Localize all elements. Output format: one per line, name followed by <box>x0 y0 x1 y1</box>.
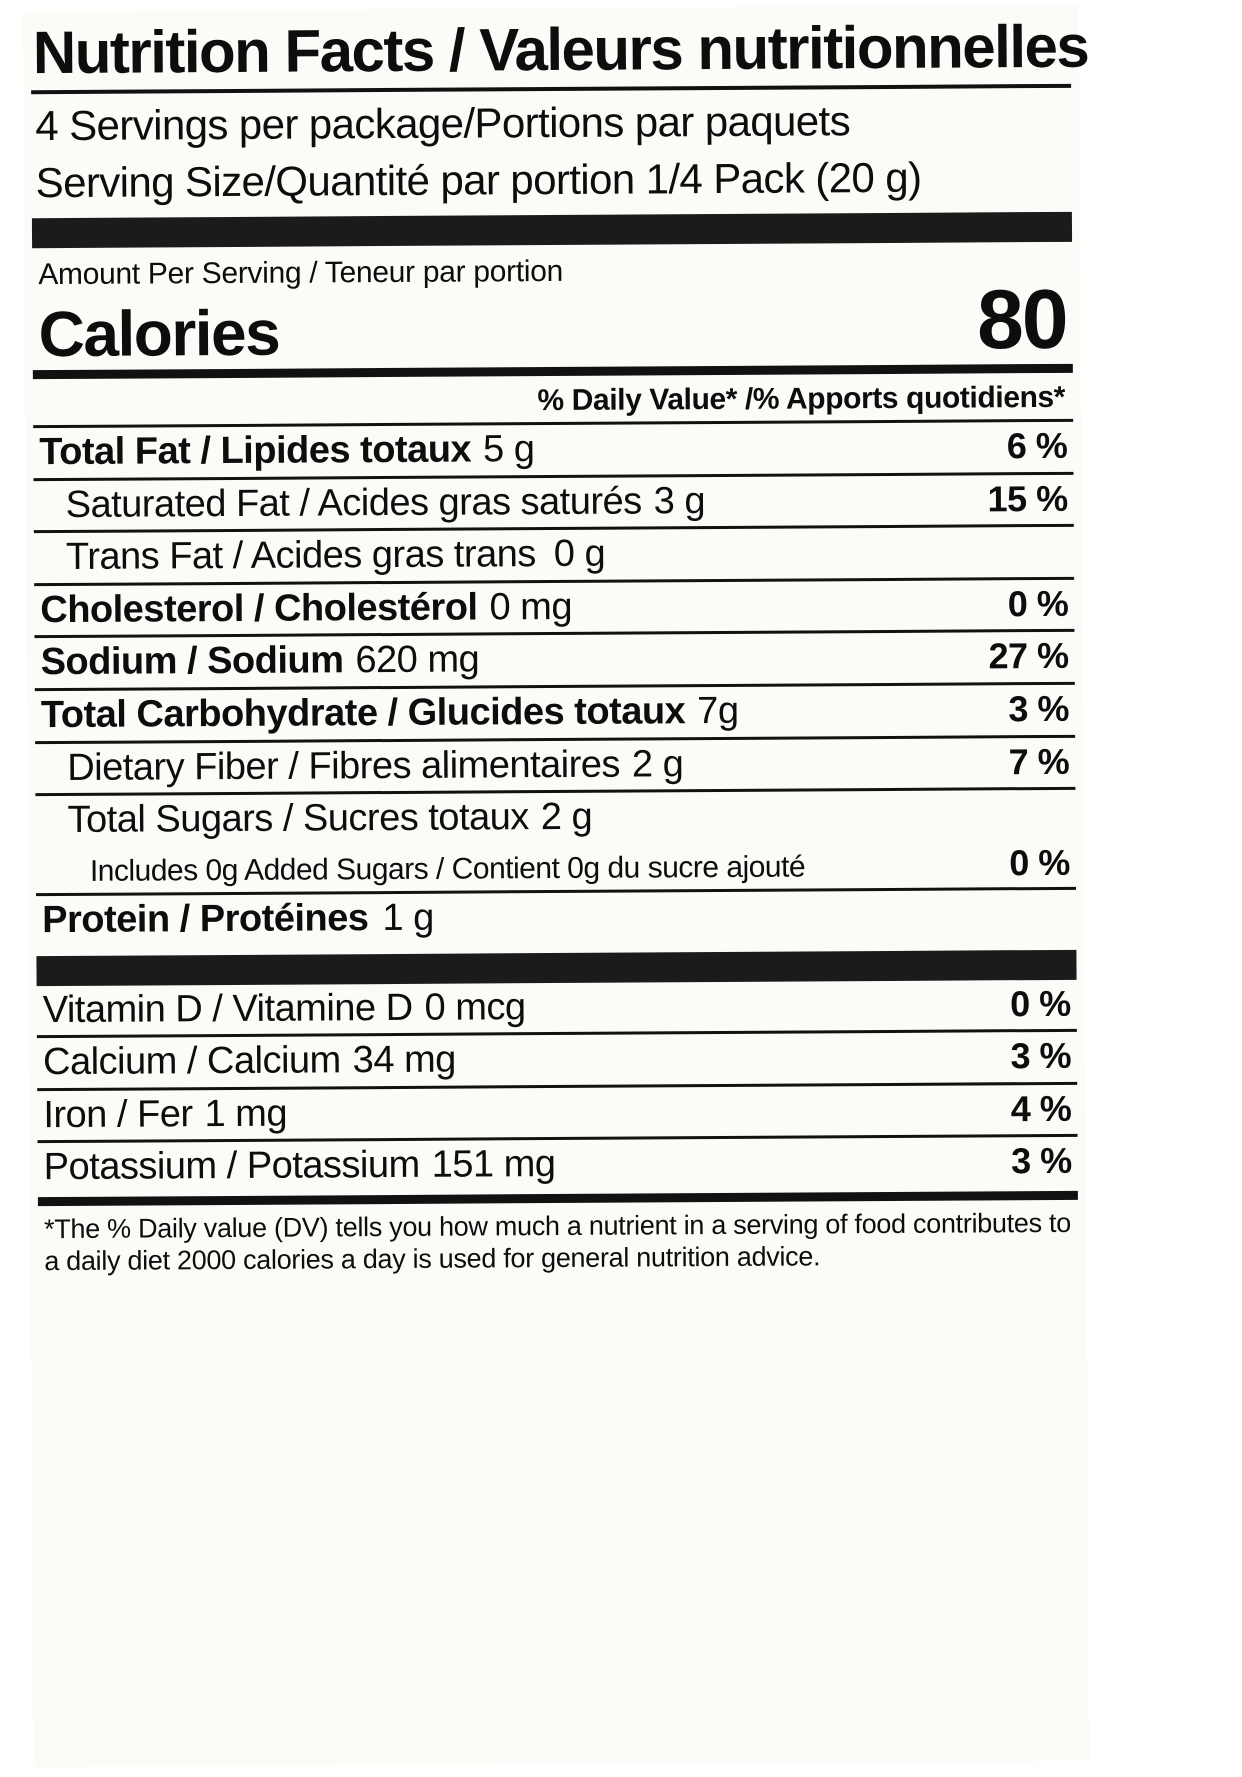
table-row <box>30 1137 1086 1193</box>
table-row <box>28 839 1084 893</box>
footnote: *The % Daily value (DV) tells you how much a nutrient in a serving of food contributes to a daily diet 2000 calories a day is used for general nutrition advice. <box>43 1207 1071 1276</box>
nutrient-dv: 27 % <box>988 635 1069 677</box>
nutrient-dv: 0 % <box>1007 582 1069 625</box>
vitamin-name: Potassium / Potassium <box>43 1143 420 1189</box>
vitamin-name: Vitamin D / Vitamine D <box>42 986 413 1031</box>
nutrient-amount: 0 mg <box>489 585 573 629</box>
table-row <box>27 790 1083 846</box>
table-row <box>26 632 1082 688</box>
table-row <box>28 890 1084 946</box>
calories-label: Calories <box>38 296 280 371</box>
nutrient-name: Total Carbohydrate / Glucides totaux <box>40 690 686 737</box>
nutrient-amount: 2 g <box>540 795 593 839</box>
nutrient-amount: 2 g <box>631 742 684 786</box>
nutrient-name: Trans Fat / Acides gras trans <box>65 533 536 579</box>
nutrient-amount: 3 g <box>653 479 706 523</box>
vitamins-block <box>29 979 1086 1193</box>
table-row <box>26 527 1082 583</box>
vitamin-dv: 3 % <box>1011 1139 1072 1182</box>
nutrient-name: Dietary Fiber / Fibres alimentaires <box>67 743 621 789</box>
nutrient-name: Sodium / Sodium <box>40 639 344 684</box>
vitamin-amount: 34 mg <box>352 1038 456 1082</box>
table-row <box>26 580 1082 636</box>
vitamin-dv: 4 % <box>1010 1087 1072 1129</box>
vitamin-dv: 0 % <box>1010 982 1071 1024</box>
table-row <box>27 737 1083 793</box>
amount-per-serving: Amount Per Serving / Teneur par portion <box>38 255 564 292</box>
vitamin-dv: 3 % <box>1010 1034 1072 1077</box>
nutrient-name: Protein / Protéines <box>42 897 369 942</box>
table-row <box>26 475 1082 531</box>
nutrient-name: Saturated Fat / Acides gras saturés <box>65 480 642 526</box>
servings-per-package: 4 Servings per package/Portions par paquets <box>35 97 851 150</box>
vitamin-amount: 0 mcg <box>424 985 526 1029</box>
calories-value: 80 <box>976 272 1067 367</box>
nutrition-facts-label <box>23 5 1090 1767</box>
nutrient-dv: 3 % <box>1008 687 1070 730</box>
nutrient-name: Total Sugars / Sucres totaux <box>67 796 529 842</box>
daily-value-header: % Daily Value* /% Apports quotidiens* <box>537 381 1066 418</box>
label-title: Nutrition Facts / Valeurs nutritionnelles <box>32 12 1089 87</box>
table-row <box>25 422 1081 478</box>
nutrient-name: Includes 0g Added Sugars / Contient 0g du sucre ajouté <box>89 850 806 888</box>
nutrient-amount: 1 g <box>382 896 434 940</box>
nutrient-dv: 0 % <box>1009 841 1070 883</box>
nutrient-amount: 7g <box>697 689 739 733</box>
vitamin-amount: 151 mg <box>431 1143 556 1186</box>
table-row <box>27 685 1083 741</box>
table-row <box>29 979 1085 1035</box>
vitamin-name: Calcium / Calcium <box>42 1039 341 1084</box>
nutrient-dv: 7 % <box>1008 740 1070 782</box>
vitamin-name: Iron / Fer <box>43 1092 193 1136</box>
nutrient-dv: 15 % <box>987 477 1068 520</box>
serving-size: Serving Size/Quantité par portion 1/4 Pack (20 g) <box>35 153 922 207</box>
vitamin-amount: 1 mg <box>204 1092 288 1135</box>
nutrient-amount: 5 g <box>482 428 535 471</box>
nutrient-amount: 0 g <box>553 533 606 576</box>
nutrient-name: Total Fat / Lipides totaux <box>39 428 472 474</box>
nutrient-name: Cholesterol / Cholestérol <box>40 586 478 632</box>
nutrient-dv: 6 % <box>1006 425 1068 467</box>
table-row <box>29 1084 1085 1140</box>
nutrient-amount: 620 mg <box>355 638 480 682</box>
table-row <box>29 1032 1085 1088</box>
